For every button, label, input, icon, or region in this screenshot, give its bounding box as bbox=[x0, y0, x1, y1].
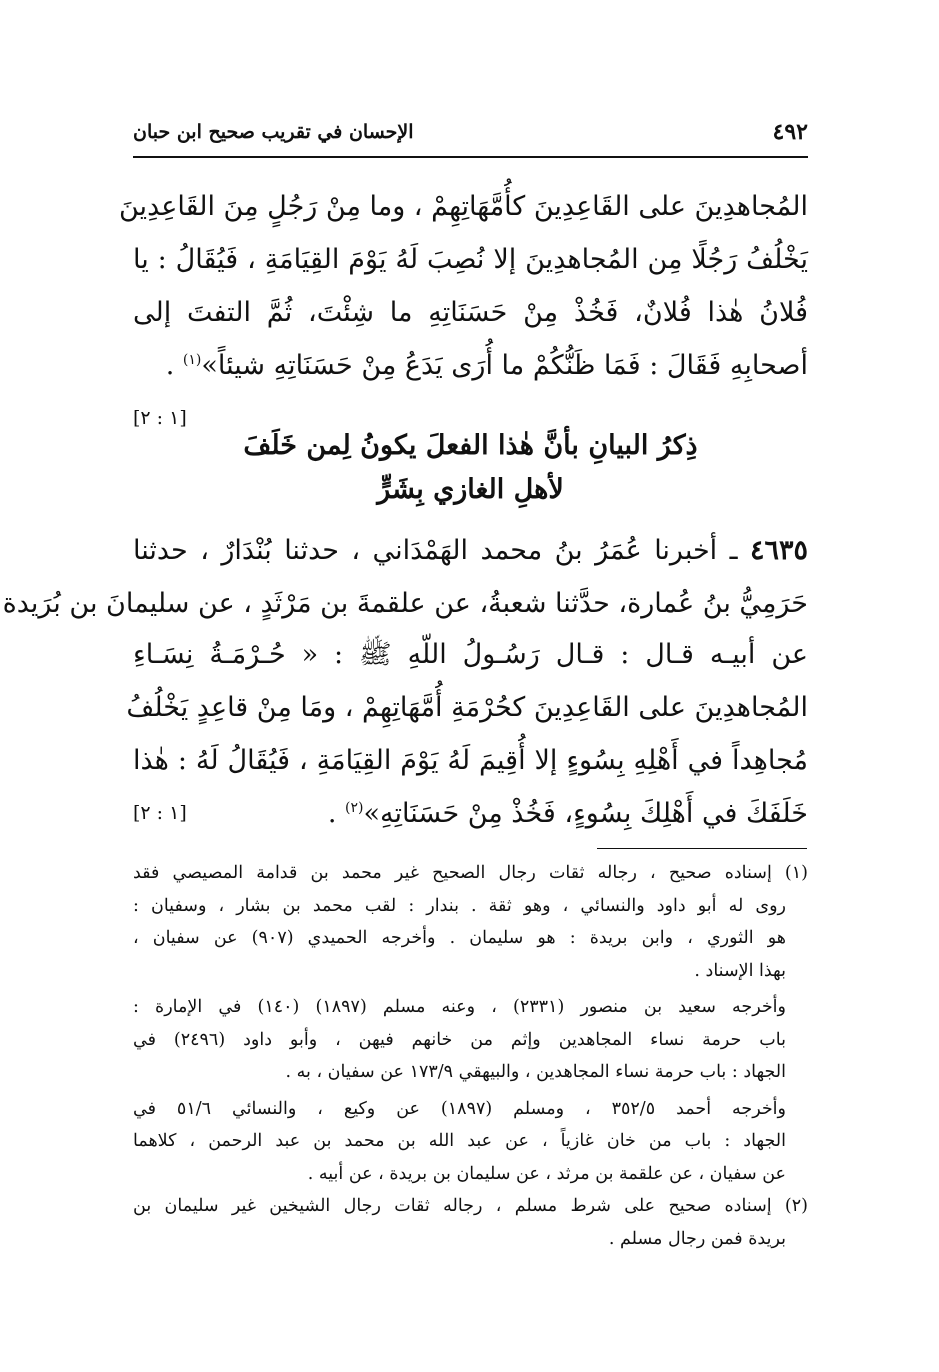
text-line-content: خَلَفَكَ في أَهْلِكَ بِسُوءٍ، فَخُذْ مِنْ حَسَنَاتِهِ» bbox=[363, 798, 808, 829]
header-rule bbox=[133, 156, 808, 158]
footnote-line: وأخرجه أحمد ٣٥٢/٥ ، ومسلم (١٨٩٧) عن وكيع ، والنسائي ٥١/٦ في bbox=[133, 1098, 786, 1119]
text-line: مُجاهِداً في أَهْلِهِ بِسُوءٍ إلا أُقِيمَ لَهُ يَوْمَ القِيَامَةِ ، فَيُقَالُ لَهُ : هٰذا bbox=[133, 745, 808, 776]
footnote-line: الجهاد : باب حرمة نساء المجاهدين ، والبيهقي ١٧٣/٩ عن سفيان ، به . bbox=[285, 1062, 786, 1082]
footnote-line: وأخرجه سعيد بن منصور (٢٣٣١) ، وعنه مسلم (١٨٩٧) (١٤٠) في الإمارة : bbox=[133, 997, 786, 1017]
heading-line-2: لأهلِ الغازي بِشَرٍّ bbox=[377, 474, 564, 505]
page-number: ٤٩٢ bbox=[772, 119, 808, 145]
footnote-marker: (١) bbox=[182, 352, 202, 368]
footnote-line: بريدة فمن رجال مسلم . bbox=[608, 1228, 786, 1249]
footnote-line: هو الثوري ، وابن بريدة : هو سليمان . وأخرجه الحميدي (٩٠٧) عن سفيان ، bbox=[133, 928, 786, 948]
footnote-line: (٢) إسناده صحيح على شرط مسلم ، رجاله ثقات رجال الشيخين غير سليمان بن bbox=[133, 1196, 808, 1216]
footnote-line: الجهاد : باب من خان غازياً ، عن عبد الله بن محمد بن عبد الرحمن ، كلاهما bbox=[133, 1131, 786, 1151]
footnote-line: باب حرمة نساء المجاهدين وإثم من خانهم فيهن ، وأبو داود (٢٤٩٦) في bbox=[133, 1029, 786, 1050]
running-title: الإحسان في تقريب صحيح ابن حبان bbox=[133, 121, 414, 143]
text-line-content: ـ أخبرنا عُمَرُ بنُ محمد الهَمْدَاني ، حدثنا بُنْدَارٌ ، حدثنا bbox=[133, 535, 750, 566]
section-heading bbox=[133, 424, 808, 512]
footnote-line: روى له أبو داود والنسائي ، وهو ثقة . بندار : لقب محمد بن بشار ، وسفيان : bbox=[133, 895, 786, 916]
page-header bbox=[133, 112, 808, 152]
reference-mark: [١ : ٢] bbox=[133, 407, 187, 429]
text-line: خَلَفَكَ في أَهْلِكَ بِسُوءٍ، فَخُذْ مِنْ حَسَنَاتِهِ»$^{(٢)}$ . [١ : ٢] bbox=[133, 787, 808, 840]
text-line: المُجاهدِينَ على القَاعِدِينَ كأُمَّهَاتِهِمْ ، وما مِنْ رَجُلٍ مِنَ القَاعِدِينَ bbox=[119, 191, 808, 222]
reference-mark: [١ : ٢] bbox=[133, 802, 187, 824]
hadith-text bbox=[126, 628, 808, 840]
hadith-isnad bbox=[2, 524, 808, 630]
text-line: أصحابِهِ فَقَالَ : فَمَا ظَنُّكُمْ ما أُرَى يَدَعُ مِنْ حَسَنَاتِهِ شيئاً»$^{(١)}$ . [١ : ٢] bbox=[133, 339, 808, 392]
footnote-marker: (٢) bbox=[345, 800, 364, 816]
heading-line-1: ذِكرُ البيانِ بأنَّ هٰذا الفعلَ يكونُ لِمن خَلَفَ bbox=[243, 430, 698, 461]
paragraph-1 bbox=[119, 180, 808, 445]
footnote-line: (١) إسناده صحيح ، رجاله ثقات رجال الصحيح غير محمد بن قدامة المصيصي فقد bbox=[133, 863, 808, 883]
footnote-separator bbox=[597, 848, 807, 849]
text-line: المُجاهدِينَ على القَاعِدِينَ كحُرْمَةِ أُمَّهَاتِهِمْ ، ومَا مِنْ قاعِدٍ يَخْلُفُ bbox=[126, 692, 808, 723]
footnotes bbox=[133, 857, 808, 1255]
text-line: يَخْلُفُ رَجُلًا مِن المُجاهدِينَ إلا نُصِبَ لَهُ يَوْمَ القِيَامَةِ ، فَيُقَالُ : يا bbox=[133, 244, 808, 275]
footnote-line: بهذا الإسناد . bbox=[694, 960, 786, 981]
footnote-line: عن سفيان ، عن علقمة بن مرثد ، عن سليمان بن بريدة ، عن أبيه . bbox=[307, 1163, 786, 1184]
text-line: عن أبيـه قـال : قـال رَسُـولُ اللّهِ ﷺ : « حُـرْمَـةُ نِسَـاءِ bbox=[133, 639, 808, 670]
text-line: حَرَمِيُّ بنُ عُمارة، حدَّثنا شعبةُ، عن علقمةَ بن مَرْثَدٍ ، عن سليمانَ بن بُرَيدة bbox=[2, 588, 808, 619]
text-line: فُلانُ هٰذا فُلانٌ، فَخُذْ مِنْ حَسَنَاتِهِ ما شِئْتَ، ثُمَّ التفتَ إلى bbox=[133, 297, 808, 328]
text-line-content: أصحابِهِ فَقَالَ : فَمَا ظَنُّكُمْ ما أُرَى يَدَعُ مِنْ حَسَنَاتِهِ شيئاً» bbox=[201, 350, 808, 381]
hadith-number: ٤٦٣٥ bbox=[749, 535, 808, 566]
text-line bbox=[133, 524, 808, 577]
